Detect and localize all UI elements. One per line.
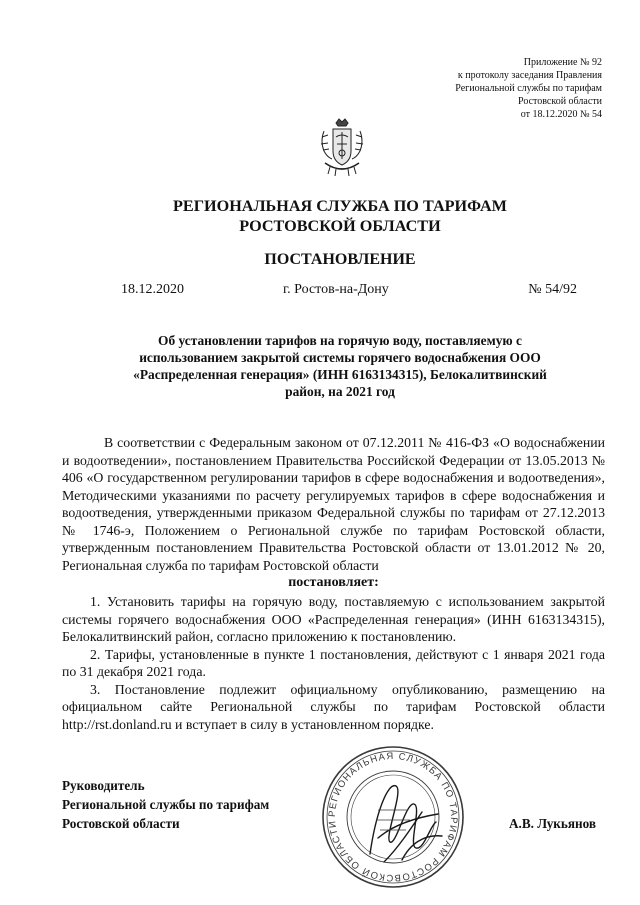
decree-point: 1. Установить тарифы на горячую воду, поставляемую с использованием закрытой системы горячего водоснабжения ООО «Распределенная генерация» (ИНН 6163134315), Белокалитвинский район, согласно приложению к постановлению. (62, 594, 605, 644)
signatory-title-line: Ростовской области (62, 816, 180, 831)
appendix-line: от 18.12.2020 № 54 (520, 109, 602, 120)
subject-line: Об установлении тарифов на горячую воду, поставляемую с (158, 333, 522, 348)
subject-line: район, на 2021 год (285, 384, 395, 399)
subject-line: использованием закрытой системы горячего водоснабжения ООО (139, 350, 541, 365)
signatory-name: А.В. Лукьянов (509, 816, 596, 831)
preamble-paragraph: В соответствии с Федеральным законом от 07.12.2011 № 416-ФЗ «О водоснабжении и водоотведении», постановлением Правительства Российской Федерации от 13.05.2013 № 406 «О государственном регулировании тарифов в сфере водоснабжения и водоотведения», Методическими указаниями по расчету регулируемых тарифов в сфере водоснабжения и водоотведения, утвержденными приказом Федеральной службы по тарифам от 27.12.2013 № 1746-э, Положением о Региональной службе по тарифам Ростовской области, утвержденным постановлением Правительства Ростовской области от 13.01.2012 № 20, Региональная служба по тарифам Ростовской области (62, 435, 605, 573)
document-subject (110, 332, 570, 400)
signatory-title-line: Региональной службы по тарифам (62, 797, 270, 812)
org-line: РОСТОВСКОЙ ОБЛАСТИ (239, 217, 441, 235)
org-line: РЕГИОНАЛЬНАЯ СЛУЖБА ПО ТАРИФАМ (173, 197, 507, 215)
stamp-text: РЕГИОНАЛЬНАЯ СЛУЖБА ПО ТАРИФАМ РОСТОВСКОЙ ОБЛАСТИ (326, 750, 460, 884)
organization-name (60, 196, 620, 236)
coat-of-arms-icon (316, 117, 368, 179)
signatory-title (62, 776, 269, 833)
document-number: № 54/92 (528, 282, 577, 297)
appendix-note (362, 56, 602, 121)
appendix-line: Региональной службы по тарифам (455, 83, 602, 94)
decree-point: 3. Постановление подлежит официальному опубликованию, размещению на официальном сайте Региональной службы по тарифам Ростовской области http://rst.donland.ru и вступает в силу в установленном порядке. (62, 681, 605, 732)
subject-line: «Распределенная генерация» (ИНН 6163134315), Белокалитвинский (133, 367, 547, 382)
decree-point: 2. Тарифы, установленные в пункте 1 постановления, действуют с 1 января 2021 года по 31 декабря 2021 года. (62, 646, 605, 679)
appendix-line: к протоколу заседания Правления (457, 70, 602, 81)
official-stamp (318, 742, 468, 892)
decrees-word: постановляет: (288, 575, 379, 590)
signature-scribble (370, 786, 442, 862)
appendix-line: Ростовской области (518, 96, 602, 107)
appendix-line: Приложение № 92 (523, 57, 602, 68)
decree-points (62, 593, 605, 733)
document-date: 18.12.2020 (121, 282, 184, 297)
signatory-title-line: Руководитель (62, 778, 145, 793)
document-city: г. Ростов-на-Дону (283, 282, 389, 297)
document-type: ПОСТАНОВЛЕНИЕ (264, 251, 416, 268)
